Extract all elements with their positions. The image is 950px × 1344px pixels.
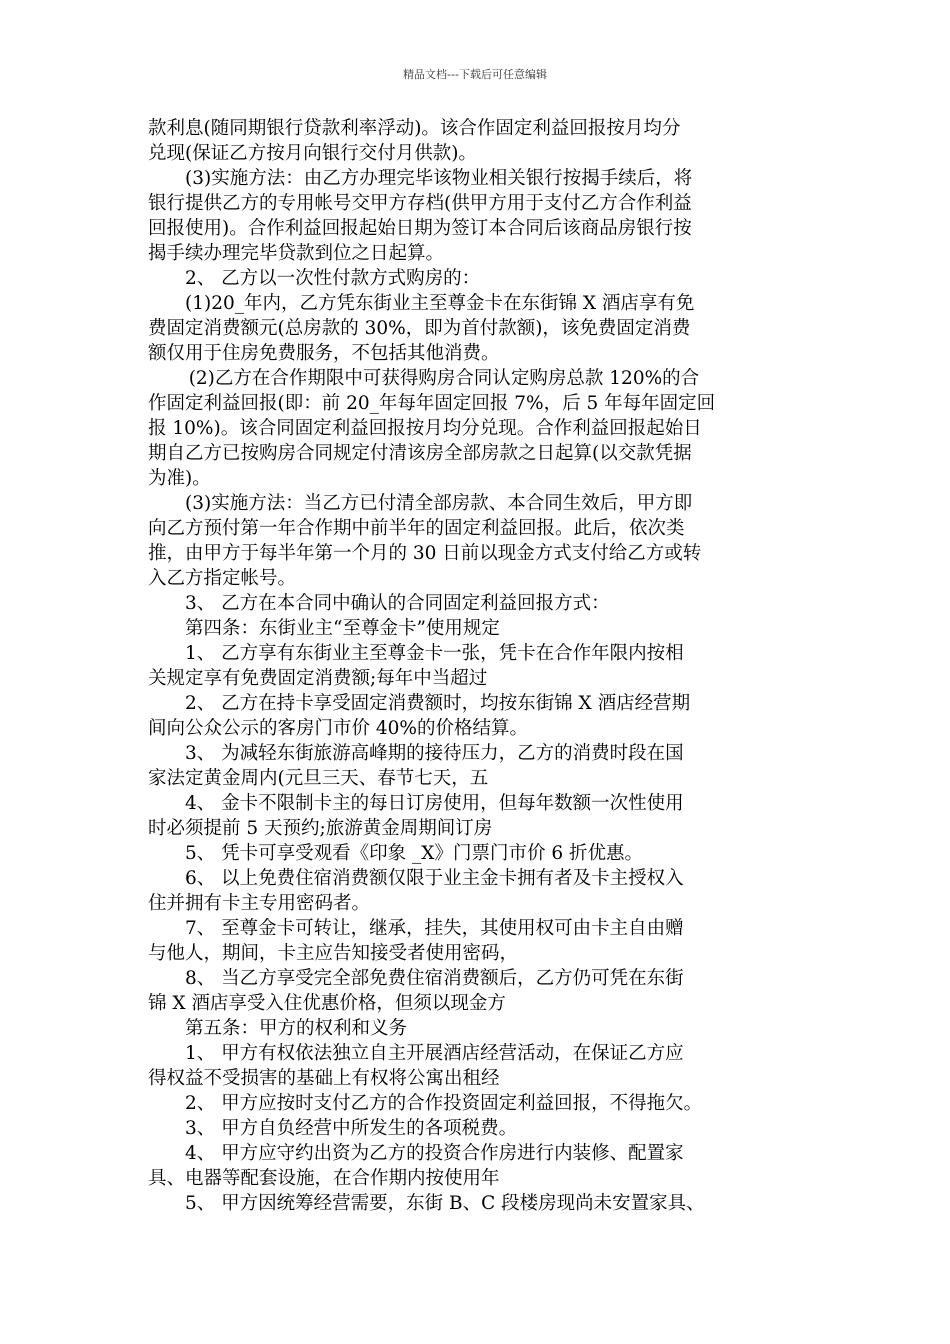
text-line: 第五条：甲方的权利和义务 [185,1018,408,1039]
text-line: (1)20_年内，乙方凭东街业主至尊金卡在东街锦 X 酒店享有免 [185,293,695,314]
text-line: 费固定消费额元(总房款的 30%，即为首付款额)，该免费固定消费 [148,318,691,339]
text-line: (2)乙方在合作期限中可获得购房合同认定购房总款 120%的合 [188,368,700,389]
text-line: 入乙方指定帐号。 [148,568,297,589]
text-line: (3)实施方法：当乙方已付清全部房款、本合同生效后，甲方即 [185,493,693,514]
text-line: 额仅用于住房免费服务，不包括其他消费。 [148,343,500,364]
text-line: 款利息(随同期银行贷款利率浮动)。该合作固定利益回报按月均分 [148,118,681,139]
text-line: 锦 X 酒店享受入住优惠价格，但须以现金方 [148,993,506,1014]
text-line: 得权益不受损害的基础上有权将公寓出租经 [148,1068,500,1089]
text-line: 期自乙方已按购房合同规定付清该房全部房款之日起算(以交款凭据 [148,443,692,464]
text-line: 向乙方预付第一年合作期中前半年的固定利益回报。此后，依次类 [148,518,685,539]
text-line: 2、 乙方以一次性付款方式购房的： [185,268,481,289]
text-line: 报 10%)。该合同固定利益回报按月均分兑现。合作利益回报起始日 [148,418,702,439]
text-line: 关规定享有免费固定消费额;每年中当超过 [148,668,488,689]
text-line: 时必须提前 5 天预约;旅游黄金周期间订房 [148,818,493,839]
text-line: 银行提供乙方的专用帐号交甲方存档(供甲方用于支付乙方合作利益 [148,193,692,214]
text-line: 作固定利益回报(即：前 20_年每年固定回报 7%，后 5 年每年固定回 [148,393,716,414]
text-line: 1、 甲方有权依法独立自主开展酒店经营活动，在保证乙方应 [185,1043,684,1064]
text-line: 8、 当乙方享受完全部免费住宿消费额后，乙方仍可凭在东街 [185,968,684,989]
text-line: 推，由甲方于每半年第一个月的 30 日前以现金方式支付给乙方或转 [148,543,702,564]
text-line: 为准)。 [148,468,211,489]
text-line: 4、 甲方应守约出资为乙方的投资合作房进行内装修、配置家 [185,1143,684,1164]
text-line: 住并拥有卡主专用密码者。 [148,893,371,914]
text-line: 兑现(保证乙方按月向银行交付月供款)。 [148,143,477,164]
text-line: 2、 甲方应按时支付乙方的合作投资固定利益回报，不得拖欠。 [185,1093,703,1114]
text-line: 4、 金卡不限制卡主的每日订房使用，但每年数额一次性使用 [185,793,684,814]
text-line: 7、 至尊金卡可转让，继承，挂失，其使用权可由卡主自由赠 [185,918,684,939]
text-line: 3、 甲方自负经营中所发生的各项税费。 [185,1118,518,1139]
text-line: 揭手续办理完毕贷款到位之日起算。 [148,243,445,264]
text-line: 5、 甲方因统筹经营需要，东街 B、C 段楼房现尚未安置家具、 [185,1193,705,1214]
text-line: 5、 凭卡可享受观看《印象 _X》门票门市价 6 折优惠。 [185,843,643,864]
text-line: 3、 乙方在本合同中确认的合同固定利益回报方式： [185,593,610,614]
text-line: 第四条：东街业主“至尊金卡”使用规定 [185,618,500,639]
document-body [148,116,808,1216]
text-line: 3、 为减轻东街旅游高峰期的接待压力，乙方的消费时段在国 [185,743,684,764]
text-line: 6、 以上免费住宿消费额仅限于业主金卡拥有者及卡主授权入 [185,868,684,889]
text-line: 2、 乙方在持卡享受固定消费额时，均按东街锦 X 酒店经营期 [185,693,691,714]
page-header: 精品文档---下载后可任意编辑 [403,68,547,81]
text-line: 回报使用)。合作利益回报起始日期为签订本合同后该商品房银行按 [148,218,692,239]
text-line: (3)实施方法：由乙方办理完毕该物业相关银行按揭手续后，将 [185,168,693,189]
text-line: 与他人，期间，卡主应告知接受者使用密码， [148,943,519,964]
text-line: 家法定黄金周内(元旦三天、春节七天，五 [148,768,489,789]
text-line: 1、 乙方享有东街业主至尊金卡一张，凭卡在合作年限内按相 [185,643,684,664]
text-line: 具、电器等配套设施，在合作期内按使用年 [148,1168,500,1189]
text-line: 间向公众公示的客房门市价 40%的价格结算。 [148,718,529,739]
